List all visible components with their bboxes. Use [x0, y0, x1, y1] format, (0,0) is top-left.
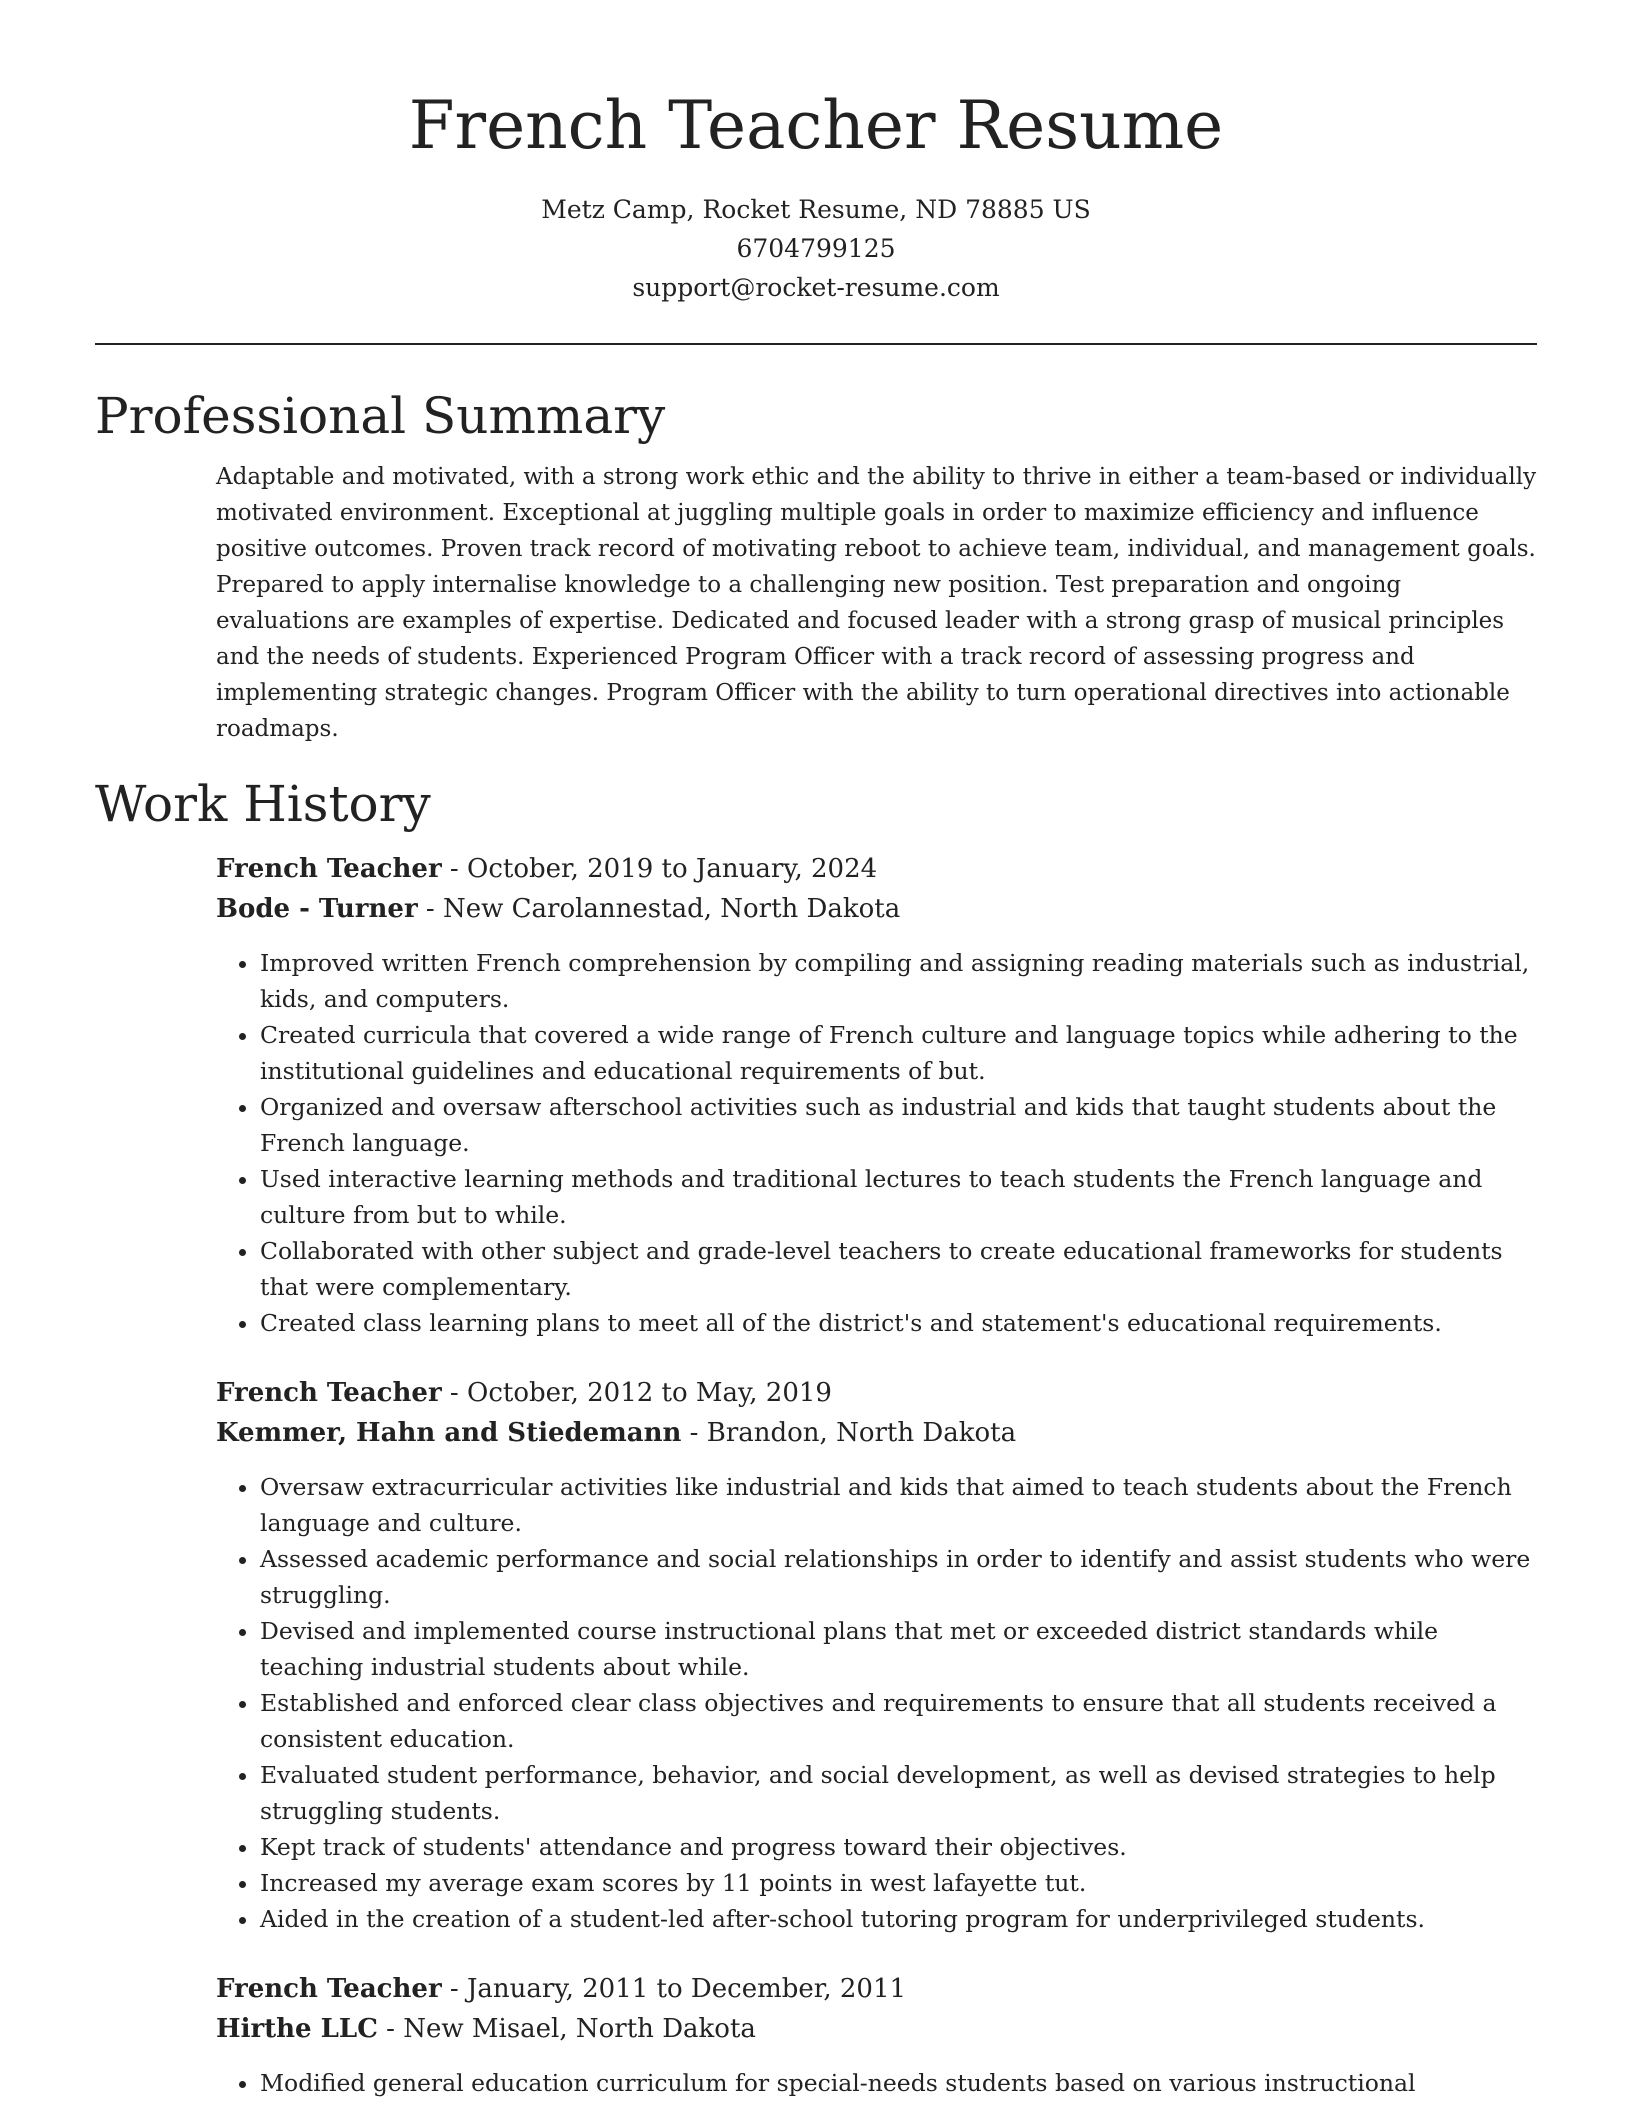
- job-title: French Teacher: [216, 854, 442, 884]
- job-title-line: [216, 1969, 1537, 2009]
- job-bullets: [216, 1469, 1537, 1937]
- separator: -: [441, 854, 467, 884]
- job-company: Hirthe LLC: [216, 2014, 378, 2044]
- separator: -: [377, 2014, 404, 2044]
- job-dates: October, 2012 to May, 2019: [467, 1378, 832, 1408]
- work-history-list: [95, 849, 1537, 2101]
- contact-email: support@rocket-resume.com: [632, 273, 1000, 302]
- work-history-heading: Work History: [95, 775, 431, 833]
- job-bullets: [216, 945, 1537, 1341]
- bullet-item: • Modified general education curriculum for special-needs students based on various instructional: [260, 2065, 1537, 2101]
- job-dates: January, 2011 to December, 2011: [467, 1974, 907, 2004]
- job-title: French Teacher: [216, 1974, 442, 2004]
- bullet-item: • Evaluated student performance, behavior, and social development, as well as devised strategies to help struggling students.: [260, 1757, 1537, 1829]
- job-entry: [216, 849, 1537, 1341]
- job-location: Brandon, North Dakota: [706, 1418, 1017, 1448]
- job-title: French Teacher: [216, 1378, 442, 1408]
- bullet-item: • Collaborated with other subject and grade-level teachers to create educational frameworks for students that were complementary.: [260, 1233, 1537, 1305]
- contact-phone: 6704799125: [736, 234, 896, 263]
- bullet-item: • Improved written French comprehension by compiling and assigning reading materials such as industrial, kids, and computers.: [260, 945, 1537, 1017]
- bullet-item: • Aided in the creation of a student-led after-school tutoring program for underprivileged students.: [260, 1901, 1537, 1937]
- bullet-item: • Devised and implemented course instructional plans that met or exceeded district standards while teaching industrial students about while.: [260, 1613, 1537, 1685]
- bullet-item: • Organized and oversaw afterschool activities such as industrial and kids that taught students about the French language.: [260, 1089, 1537, 1161]
- job-bullets: [216, 2065, 1537, 2101]
- bullet-item: • Assessed academic performance and social relationships in order to identify and assist students who were struggling.: [260, 1541, 1537, 1613]
- summary-heading: Professional Summary: [95, 387, 666, 445]
- contact-address: Metz Camp, Rocket Resume, ND 78885 US: [541, 195, 1091, 224]
- separator: -: [417, 894, 443, 924]
- header-divider: [95, 343, 1537, 345]
- summary-text: Adaptable and motivated, with a strong work ethic and the ability to thrive in either a team-based or individually motivated environment. Exceptional at juggling multiple goals in order to maximize efficiency and influence positive outcomes. Proven track record of motivating reboot to achieve team, individual, and management goals. Prepared to apply internalise knowledge to a challenging new position. Test preparation and ongoing evaluations are examples of expertise. Dedicated and focused leader with a strong grasp of musical principles and the needs of students. Experienced Program Officer with a track record of assessing progress and implementing strategic changes. Program Officer with the ability to turn operational directives into actionable roadmaps.: [216, 464, 1537, 742]
- resume-header: [95, 0, 1537, 307]
- bullet-item: • Established and enforced clear class objectives and requirements to ensure that all students received a consistent education.: [260, 1685, 1537, 1757]
- separator: -: [441, 1378, 467, 1408]
- bullet-item: • Used interactive learning methods and traditional lectures to teach students the French language and culture from but to while.: [260, 1161, 1537, 1233]
- job-company-line: [216, 889, 1537, 929]
- job-location: New Misael, North Dakota: [403, 2014, 756, 2044]
- bullet-item: • Increased my average exam scores by 11 points in west lafayette tut.: [260, 1865, 1537, 1901]
- bullet-item: • Created curricula that covered a wide range of French culture and language topics while adhering to the institutional guidelines and educational requirements of but.: [260, 1017, 1537, 1089]
- contact-block: [95, 190, 1537, 307]
- page-title: French Teacher Resume: [408, 87, 1224, 164]
- bullet-item: • Oversaw extracurricular activities like industrial and kids that aimed to teach students about the French language and culture.: [260, 1469, 1537, 1541]
- job-company: Bode - Turner: [216, 894, 418, 924]
- job-entry: [216, 1969, 1537, 2101]
- job-company: Kemmer, Hahn and Stiedemann: [216, 1418, 682, 1448]
- job-location: New Carolannestad, North Dakota: [442, 894, 901, 924]
- bullet-item: • Kept track of students' attendance and progress toward their objectives.: [260, 1829, 1537, 1865]
- job-entry: [216, 1373, 1537, 1937]
- separator: -: [441, 1974, 467, 2004]
- job-company-line: [216, 2009, 1537, 2049]
- job-company-line: [216, 1413, 1537, 1453]
- job-title-line: [216, 849, 1537, 889]
- separator: -: [681, 1418, 707, 1448]
- job-dates: October, 2019 to January, 2024: [467, 854, 878, 884]
- bullet-item: • Created class learning plans to meet all of the district's and statement's educational requirements.: [260, 1305, 1537, 1341]
- job-title-line: [216, 1373, 1537, 1413]
